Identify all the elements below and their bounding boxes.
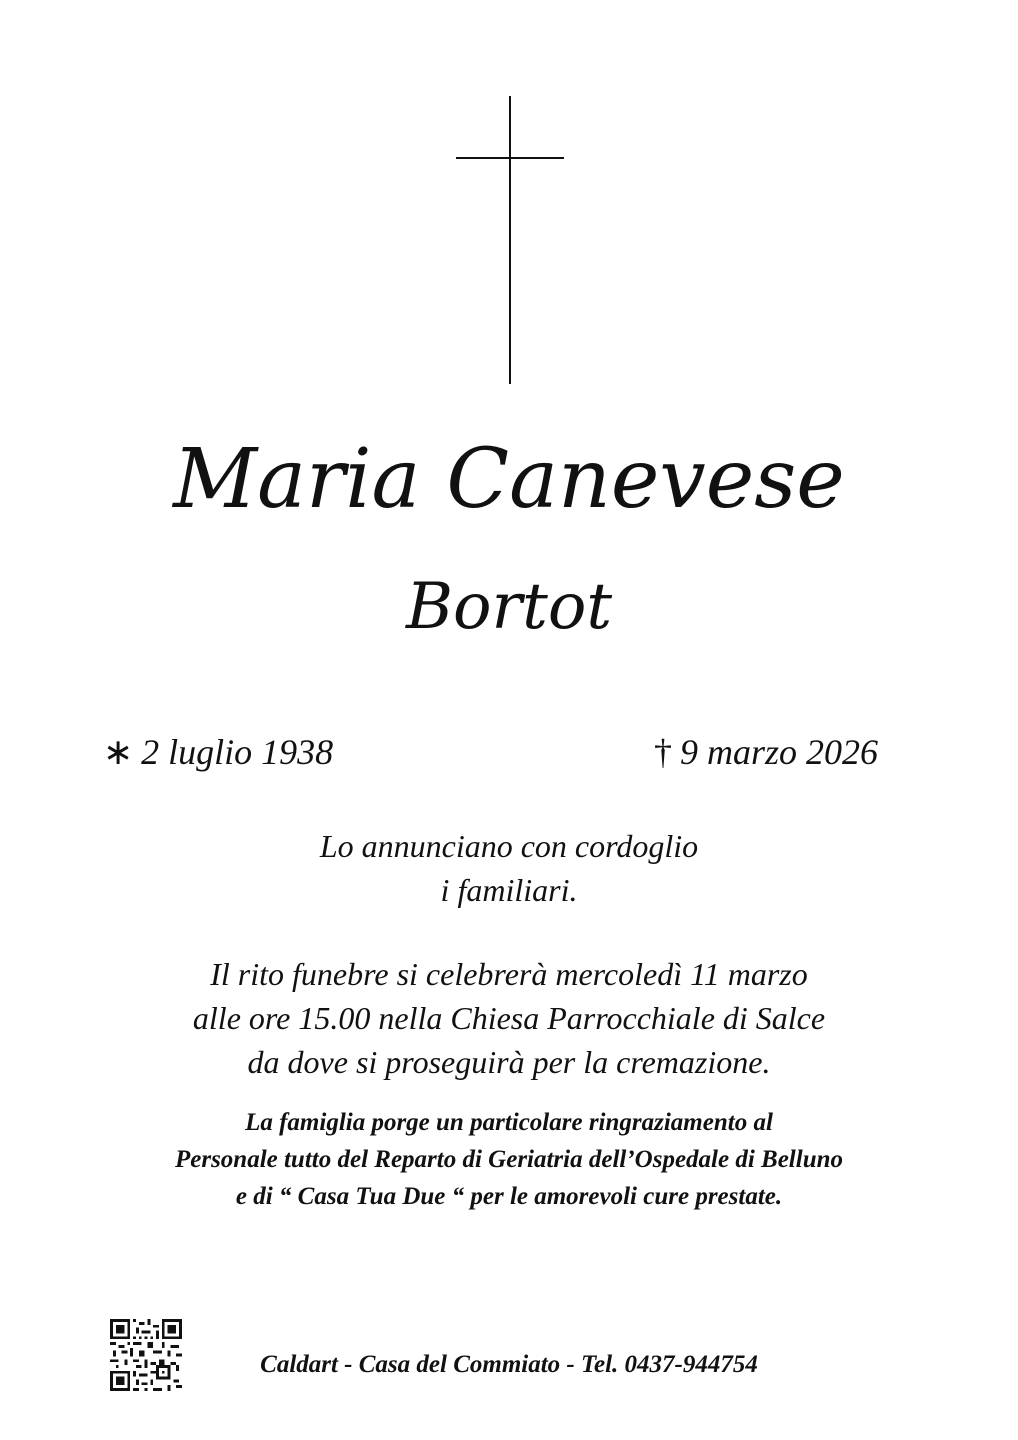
birth-date-text: 2 luglio 1938 (141, 732, 334, 772)
thanks-line: Personale tutto del Reparto di Geriatria dell’Ospedale di Belluno (174, 1146, 844, 1173)
deceased-name: Maria Canevese (173, 432, 845, 527)
footer-text: Caldart - Casa del Commiato - Tel. 0437-944754 (260, 1351, 758, 1378)
death-date-text: 9 marzo 2026 (680, 732, 879, 772)
announcement (0, 824, 1018, 912)
thanks-message (0, 1104, 1018, 1215)
birth-date (103, 728, 333, 776)
death-date (654, 728, 878, 776)
latin-cross-icon (456, 96, 564, 384)
asterisk-icon: ∗ (103, 732, 134, 772)
announcement-line: i familiari. (440, 872, 578, 908)
thanks-line: e di “ Casa Tua Due “ per le amorevoli cure prestate. (235, 1183, 783, 1210)
funeral-line: alle ore 15.00 nella Chiesa Parrocchiale di Salce (192, 1000, 826, 1036)
funeral-details (0, 952, 1018, 1084)
funeral-line: da dove si proseguirà per la cremazione. (247, 1044, 771, 1080)
funeral-home-contact (0, 1347, 1018, 1383)
funeral-line: Il rito funebre si celebrerà mercoledì 11 marzo (210, 956, 808, 992)
announcement-line: Lo annunciano con cordoglio (319, 828, 699, 864)
deceased-second-name: Bortot (405, 570, 613, 644)
thanks-line: La famiglia porge un particolare ringraziamento al (245, 1109, 773, 1136)
dagger-icon: † (654, 732, 672, 772)
